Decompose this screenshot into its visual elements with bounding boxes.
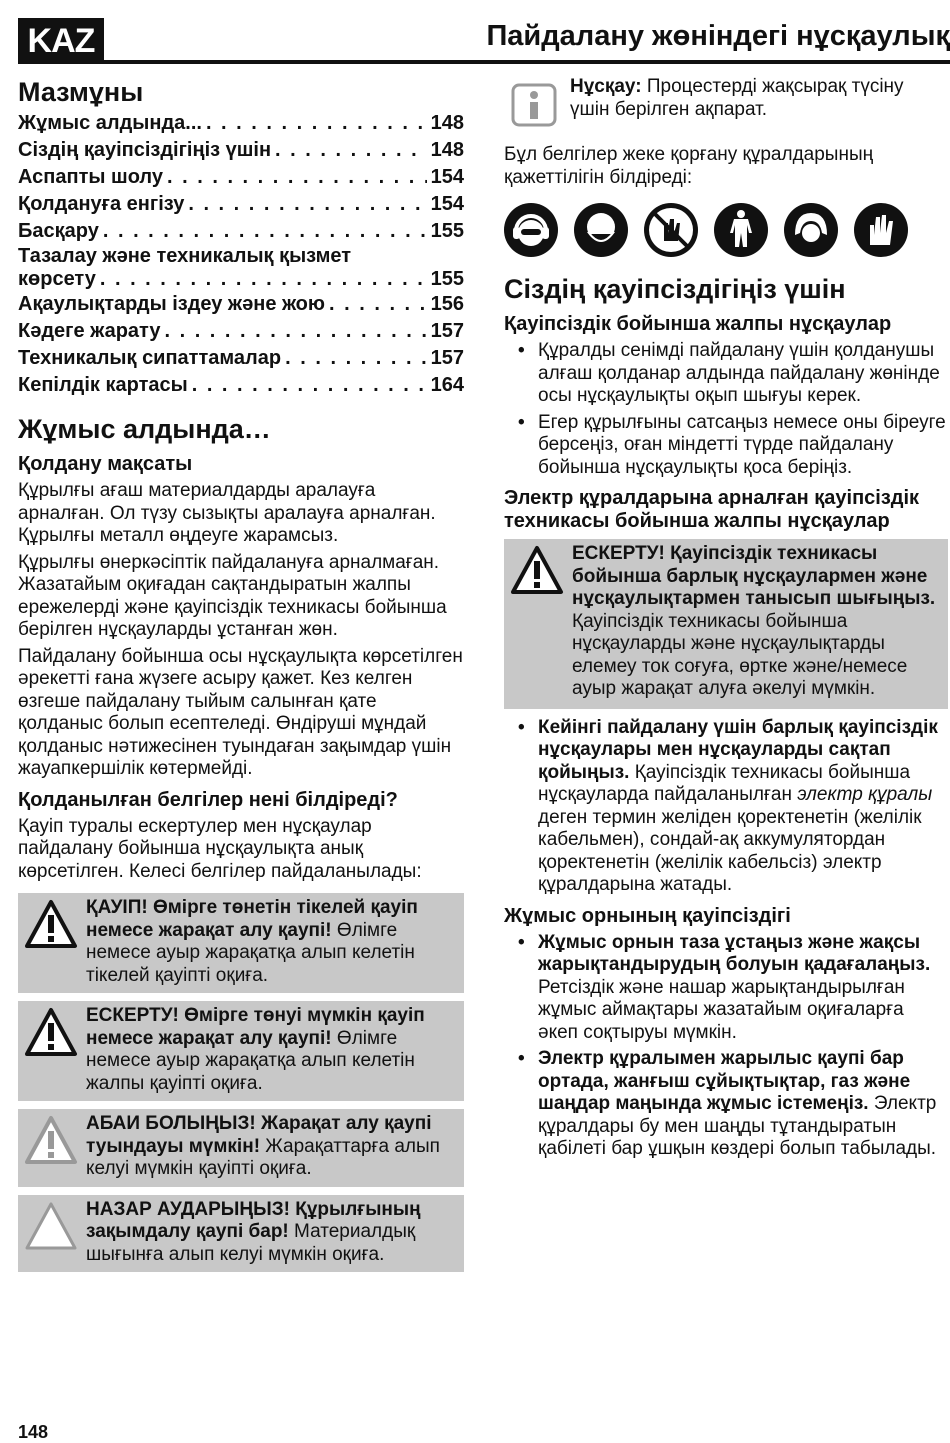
language-badge: KAZ <box>18 18 104 64</box>
purpose-paragraph: Құрылғы өнеркәсіптік пайдалануға арналмаған. Жазатайым оқиғадан сақтандыратын жалпы ережелерді және қауіпсіздік техникасы бойынша берілген нұсқауларды ұстанған жөн. <box>18 551 447 640</box>
toc-item[interactable]: Кәдеге жарату . . . 157 <box>18 318 464 345</box>
warning-notice: ЕСКЕРТУ! Қауіпсіздік техникасы бойынша барлық нұсқаулармен және нұсқаулықтармен танысып шығыңыз. Қауіпсіздік техникасы бойынша нұсқауларды және нұсқаулықтарды елемеу ток соғуға, өртке және/немесе ауыр жарақат алуға әкелуі мүмкін. <box>504 539 948 709</box>
page-number: 148 <box>18 1422 49 1442</box>
toc-title: Мазмұны <box>18 77 144 107</box>
ear-eye-protection-icon <box>504 203 558 257</box>
caution-triangle-icon <box>24 1115 78 1165</box>
list-item: • Жұмыс орнын таза ұстаңыз және жақсы жарықтандырудың болуын қадағалаңыз. Ретсіздік және нашар жарықтандырылған жұмыс аймақтары жазатайым оқиғаларға әкеп соқтыруы мүмкін. <box>504 932 948 1045</box>
list-item: • Кейінгі пайдалану үшін барлық қауіпсіздік нұсқаулары мен нұсқауларды сақтап қойыңыз. Қауіпсіздік техникасы бойынша нұсқауларда пайдаланылған электр құралы деген термин желіден қоректенетін (желілік кабельмен), сондай-ақ аккумулятордан қоректенетін (желілік кабельсіз) электр құралдарына жатады. <box>504 717 948 897</box>
symbols-paragraph: Қауіп туралы ескертулер мен нұсқаулар пайдалану бойынша нұсқаулықта анық көрсетілген. Келесі белгілер пайдаланылады: <box>18 815 422 882</box>
info-icon <box>510 82 558 128</box>
attention-triangle-icon <box>24 1201 78 1251</box>
page-header <box>18 18 950 64</box>
gloves-icon <box>854 203 908 257</box>
document-title: Пайдалану жөніндегі нұсқаулық <box>486 20 950 52</box>
hair-net-icon <box>784 203 838 257</box>
symbols-heading: Қолданылған белгілер нені білдіреді? <box>18 788 398 811</box>
toc-item[interactable]: Кепілдік картасы . . . 164 <box>18 372 464 399</box>
purpose-paragraph: Пайдалану бойынша осы нұсқаулықта көрсетілген әрекетті ғана жүзеге асыру қажет. Кез келген өзгеше пайдалану тыйым салынған қате қолданыс болып есептеледі. Өндіруші мұндай қолданыс нәтижесінен туындаған зақымдар үшін жауапкершілік көтермейді. <box>18 645 463 779</box>
toc-item[interactable]: Қолдануға енгізу . . . 154 <box>18 191 464 218</box>
danger-triangle-icon <box>24 899 78 949</box>
electric-safety-heading: Электр құралдарына арналған қауіпсіздік техникасы бойынша жалпы нұсқаулар <box>504 487 920 532</box>
warning-triangle-icon <box>510 545 564 595</box>
workplace-heading: Жұмыс орнының қауіпсіздігі <box>504 904 791 927</box>
purpose-heading: Қолдану мақсаты <box>18 453 193 475</box>
info-note: Нұсқау: Процестерді жақсырақ түсіну үшін берілген ақпарат. <box>504 76 948 130</box>
toc-item[interactable]: Тазалау және техникалық қызмет көрсету . . . 155 <box>18 245 464 291</box>
ppe-paragraph: Бұл белгілер жеке қорғану құралдарының қажеттілігін білдіреді: <box>504 144 874 188</box>
workplace-list <box>504 932 948 1161</box>
toc-item[interactable]: Техникалық сипаттамалар . . . 157 <box>18 345 464 372</box>
table-of-contents <box>18 110 464 399</box>
toc-item[interactable]: Басқару . . . 155 <box>18 218 464 245</box>
no-gloves-icon <box>644 203 698 257</box>
caution-notice: АБАИ БОЛЫҢЫЗ! Жарақат алу қаупі туындауы мүмкін! Жарақаттарға алып келуі мүмкін қауіпті оқиға. <box>18 1109 464 1187</box>
list-item: • Электр құралымен жарылыс қаупі бар ортада, жанғыш сұйықтықтар, газ және шаңдар маңында жұмыс істемеңіз. Электр құралдары бу мен шаңды тұтандыратын қабілеті бар ұшқын көздері болып табылады. <box>504 1048 948 1161</box>
general-safety-list <box>504 340 948 479</box>
safety-title: Сіздің қауіпсіздігіңіз үшін <box>504 274 846 304</box>
toc-item[interactable]: Жұмыс алдында... . . . 148 <box>18 110 464 137</box>
warning-triangle-icon <box>24 1007 78 1057</box>
toc-item[interactable]: Ақаулықтарды іздеу және жою . . . 156 <box>18 291 464 318</box>
header-rule <box>104 60 950 64</box>
danger-notice: ҚАУІП! Өмірге төнетін тікелей қауіп немесе жарақат алу қаупі! Өлімге немесе ауыр жарақатқа алып келетін тікелей қауіпті оқиға. <box>18 893 464 993</box>
warning-notice: ЕСКЕРТУ! Өмірге төнуі мүмкін қауіп немесе жарақат алу қаупі! Өлімге немесе ауыр жарақатқа алып келетін жалпы қауіпті оқиға. <box>18 1001 464 1101</box>
attention-notice: НАЗАР АУДАРЫҢЫЗ! Құрылғының зақымдалу қаупі бар! Материалдық шығынға алып келуі мүмкін оқиға. <box>18 1195 464 1273</box>
keep-instructions-list <box>504 717 948 897</box>
purpose-paragraph: Құрылғы ағаш материалдарды аралауға арналған. Ол түзу сызықты аралауға арналған. Құрылғы металл өңдеуге жарамсыз. <box>18 480 436 546</box>
section-title: Жұмыс алдында… <box>18 414 271 444</box>
toc-item[interactable]: Сіздің қауіпсіздігіңіз үшін . . . 148 <box>18 137 464 164</box>
list-item: • Егер құрылғыны сатсаңыз немесе оны біреуге берсеңіз, оған міндетті түрде пайдалану бойынша нұсқаулықты қоса беріңіз. <box>504 412 948 480</box>
protective-clothing-icon <box>714 203 768 257</box>
list-item: • Құралды сенімді пайдалану үшін қолданушы алғаш қолданар алдында пайдалану жөнінде осы нұсқаулықты оқып шығуы керек. <box>504 340 948 408</box>
general-safety-heading: Қауіпсіздік бойынша жалпы нұсқаулар <box>504 313 892 335</box>
dust-mask-icon <box>574 203 628 257</box>
toc-item[interactable]: Аспапты шолу . . . 154 <box>18 164 464 191</box>
right-column <box>504 72 948 1161</box>
ppe-icons-row <box>504 203 948 257</box>
left-column <box>18 72 464 1272</box>
